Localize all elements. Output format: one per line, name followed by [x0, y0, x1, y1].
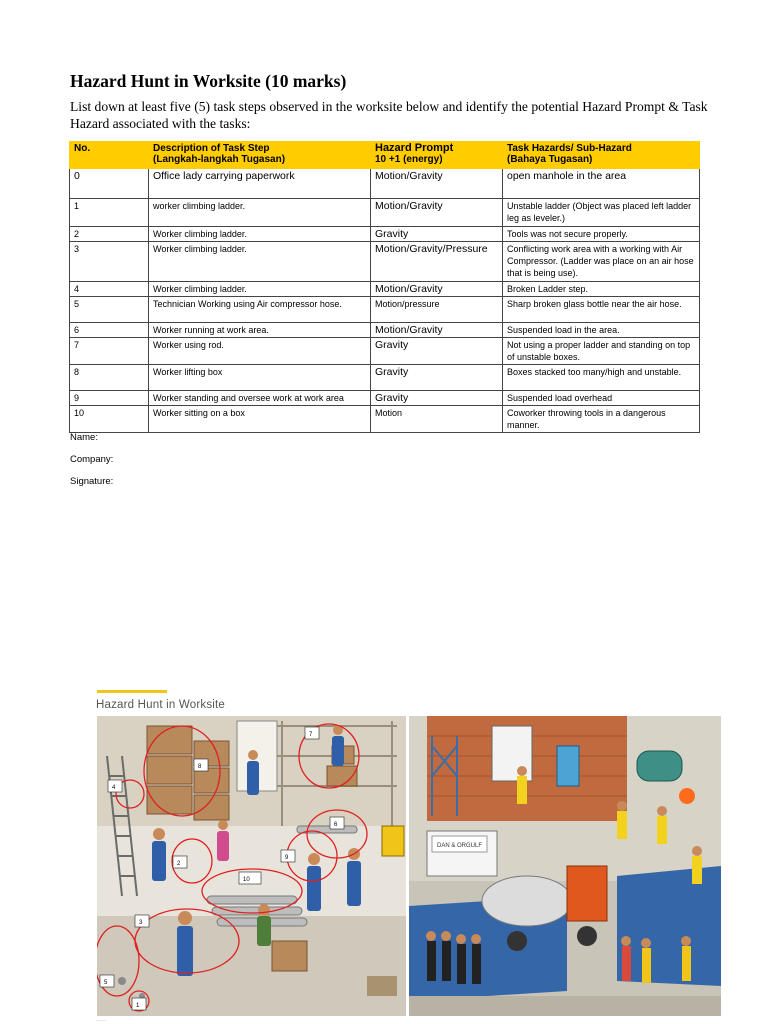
table-row: [70, 297, 700, 323]
svg-text:4: 4: [112, 785, 116, 791]
cell-task-hazard: Unstable ladder (Object was placed left ladder leg as leveler.): [503, 199, 700, 227]
cell-task-hazard: Conflicting work area with a working with Air Compressor. (Ladder was place on an air hose that is being use).: [503, 242, 700, 282]
cell-description: Technician Working using Air compressor hose.: [149, 297, 371, 323]
svg-text:7: 7: [309, 732, 313, 738]
cell-no: 0: [70, 169, 149, 199]
marker-10: [239, 872, 261, 884]
image-caption: ·····: [96, 1018, 106, 1024]
svg-text:8: 8: [198, 764, 202, 770]
image-title: Hazard Hunt in Worksite: [96, 699, 226, 711]
header-hazard-prompt: [371, 142, 503, 169]
cell-hazard-prompt: Motion: [371, 406, 503, 433]
header-prompt-line2: 10 +1 (energy): [375, 154, 443, 165]
hazard-table: [69, 141, 700, 433]
signboard-text: DAN & ORGULF: [437, 843, 483, 849]
marker-5: [100, 975, 114, 987]
cell-no: 8: [70, 365, 149, 391]
svg-text:9: 9: [285, 855, 289, 861]
signature-label: Signature:: [70, 476, 114, 487]
cell-no: 2: [70, 227, 149, 242]
cell-task-hazard: Tools was not secure properly.: [503, 227, 700, 242]
header-hazard-line1: Task Hazards/ Sub-Hazard: [507, 143, 632, 154]
cell-no: 1: [70, 199, 149, 227]
header-prompt-line1: Hazard Prompt: [375, 142, 454, 154]
image-title-accent: [97, 690, 167, 693]
cell-description: Worker lifting box: [149, 365, 371, 391]
cell-description: Worker climbing ladder.: [149, 242, 371, 282]
cell-hazard-prompt: Motion/Gravity: [371, 282, 503, 297]
header-no: [70, 142, 149, 169]
cell-task-hazard: Boxes stacked too many/high and unstable.: [503, 365, 700, 391]
construction-scene: [409, 716, 721, 1016]
cell-description: Worker sitting on a box: [149, 406, 371, 433]
svg-text:1: 1: [136, 1003, 140, 1009]
cell-task-hazard: Broken Ladder step.: [503, 282, 700, 297]
marker-3: [135, 915, 149, 927]
cell-hazard-prompt: Gravity: [371, 391, 503, 406]
cell-no: 10: [70, 406, 149, 433]
cell-no: 6: [70, 323, 149, 338]
cell-description: Worker using rod.: [149, 338, 371, 365]
table-row: [70, 242, 700, 282]
marker-2: [173, 856, 187, 868]
warehouse-scene: [97, 716, 407, 1016]
company-label: Company:: [70, 454, 114, 465]
cell-task-hazard: Coworker throwing tools in a dangerous manner.: [503, 406, 700, 433]
table-row: [70, 391, 700, 406]
cell-description: Worker climbing ladder.: [149, 227, 371, 242]
table-header-row: [70, 142, 700, 169]
cell-task-hazard: Suspended load in the area.: [503, 323, 700, 338]
header-no-text: No.: [74, 143, 91, 154]
cell-hazard-prompt: Motion/Gravity: [371, 199, 503, 227]
document-title: Hazard Hunt in Worksite (10 marks): [70, 71, 347, 91]
cell-no: 5: [70, 297, 149, 323]
cell-description: Worker running at work area.: [149, 323, 371, 338]
name-label: Name:: [70, 432, 98, 443]
cell-hazard-prompt: Motion/pressure: [371, 297, 503, 323]
cell-hazard-prompt: Motion/Gravity: [371, 169, 503, 199]
cell-hazard-prompt: Motion/Gravity/Pressure: [371, 242, 503, 282]
marker-7: [305, 727, 319, 739]
cell-description: worker climbing ladder.: [149, 199, 371, 227]
cell-task-hazard: Sharp broken glass bottle near the air hose.: [503, 297, 700, 323]
header-task-hazards: [503, 142, 700, 169]
table-row: [70, 323, 700, 338]
cell-task-hazard: Suspended load overhead: [503, 391, 700, 406]
cell-task-hazard: Not using a proper ladder and standing on top of unstable boxes.: [503, 338, 700, 365]
table-row: [70, 406, 700, 433]
marker-9: [281, 850, 295, 862]
cell-no: 4: [70, 282, 149, 297]
cell-hazard-prompt: Motion/Gravity: [371, 323, 503, 338]
svg-text:5: 5: [104, 980, 108, 986]
cell-no: 3: [70, 242, 149, 282]
instructions: List down at least five (5) task steps observed in the worksite below and identify the potential Hazard Prompt & Task Hazard associated with the tasks:: [70, 99, 708, 131]
cell-no: 7: [70, 338, 149, 365]
worksite-illustration: [97, 716, 721, 1016]
marker-4: [108, 780, 122, 792]
svg-text:2: 2: [177, 861, 181, 867]
header-hazard-line2: (Bahaya Tugasan): [507, 154, 593, 165]
table-row: [70, 282, 700, 297]
marker-8: [194, 759, 208, 771]
table-row: [70, 227, 700, 242]
svg-text:10: 10: [243, 877, 250, 883]
cell-hazard-prompt: Gravity: [371, 365, 503, 391]
cell-description: Worker standing and oversee work at work area: [149, 391, 371, 406]
cell-task-hazard: open manhole in the area: [503, 169, 700, 199]
cell-no: 9: [70, 391, 149, 406]
marker-6: [330, 817, 344, 829]
svg-text:6: 6: [334, 822, 338, 828]
header-description: [149, 142, 371, 169]
cell-hazard-prompt: Gravity: [371, 227, 503, 242]
header-desc-line2: (Langkah-langkah Tugasan): [153, 154, 286, 165]
table-row: [70, 338, 700, 365]
table-row: [70, 365, 700, 391]
marker-1: [132, 998, 146, 1010]
table-row: [70, 199, 700, 227]
table-row: [70, 169, 700, 199]
svg-text:3: 3: [139, 920, 143, 926]
cell-description: Office lady carrying paperwork: [149, 169, 371, 199]
header-desc-line1: Description of Task Step: [153, 143, 270, 154]
cell-hazard-prompt: Gravity: [371, 338, 503, 365]
cell-description: Worker climbing ladder.: [149, 282, 371, 297]
